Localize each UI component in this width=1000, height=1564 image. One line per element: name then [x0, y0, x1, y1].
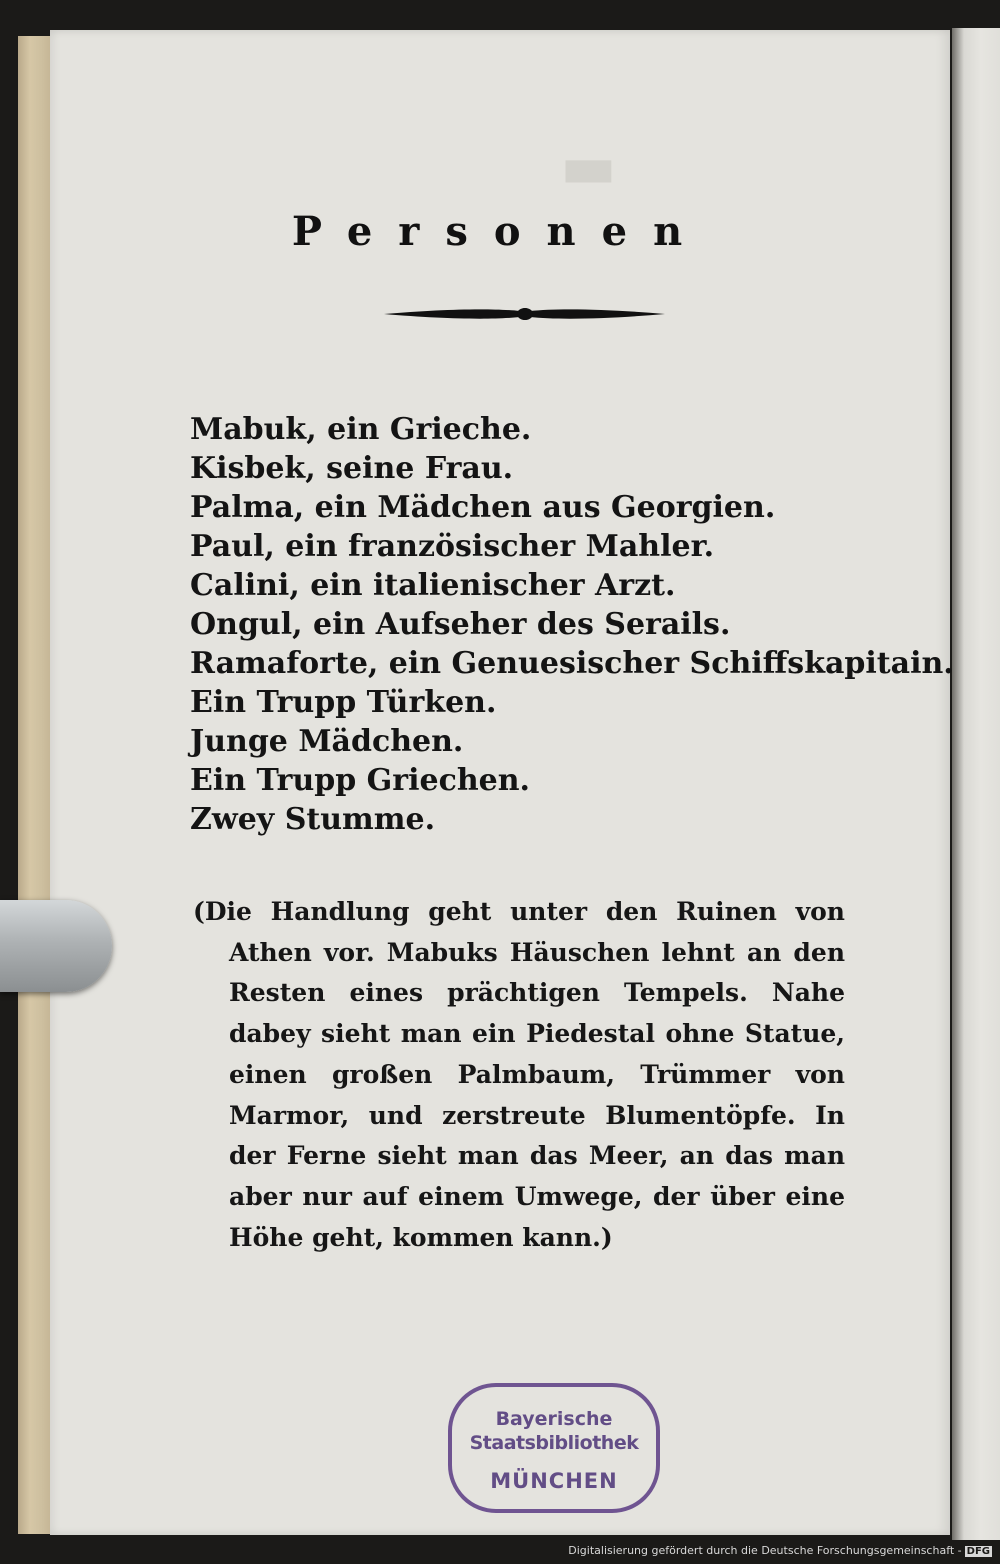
cast-item: Junge Mädchen. — [190, 724, 464, 759]
cast-list — [190, 410, 954, 839]
cast-item: Ramaforte, ein Genuesischer Schiffskapitain. — [190, 646, 954, 681]
stamp-line: Staatsbibliothek — [469, 1432, 639, 1454]
cast-item: Calini, ein italienischer Arzt. — [190, 568, 676, 603]
dfg-logo: DFG — [966, 1546, 990, 1557]
page-title: Personen — [291, 208, 709, 255]
footer-text: Digitalisierung gefördert durch die Deutsche Forschungsgemeinschaft - — [568, 1544, 962, 1557]
cast-item: Ein Trupp Türken. — [190, 685, 497, 720]
page-clip — [0, 900, 112, 992]
cast-item: Ein Trupp Griechen. — [190, 763, 531, 798]
cast-item: Ongul, ein Aufseher des Serails. — [190, 607, 731, 642]
bleed-through: ▬ — [560, 132, 617, 202]
cast-item: Mabuk, ein Grieche. — [190, 412, 532, 447]
library-stamp — [448, 1383, 660, 1513]
stamp-line: MÜNCHEN — [490, 1469, 618, 1493]
cast-item: Palma, ein Mädchen aus Georgien. — [190, 490, 776, 525]
stamp-line: Bayerische — [495, 1408, 613, 1430]
cast-item: Paul, ein französischer Mahler. — [190, 529, 715, 564]
ornament-divider — [382, 302, 667, 326]
cast-item: Kisbek, seine Frau. — [190, 451, 514, 486]
footer-credit — [568, 1544, 992, 1557]
stage-direction-text: (Die Handlung geht unter den Ruinen von Athen vor. Mabuks Häuschen lehnt an den Resten eines prächtigen Tempels. Nahe dabey sieht man ein Piedestal ohne Statue, einen großen Palmbaum, Trümmer von Marmor, und zerstreute Blumentöpfe. In der Ferne sieht man das Meer, an das man aber nur auf einem Umwege, der über eine Höhe geht, kommen kann.) — [193, 897, 845, 1252]
stage-direction — [193, 892, 845, 1258]
cast-item: Zwey Stumme. — [190, 802, 436, 837]
